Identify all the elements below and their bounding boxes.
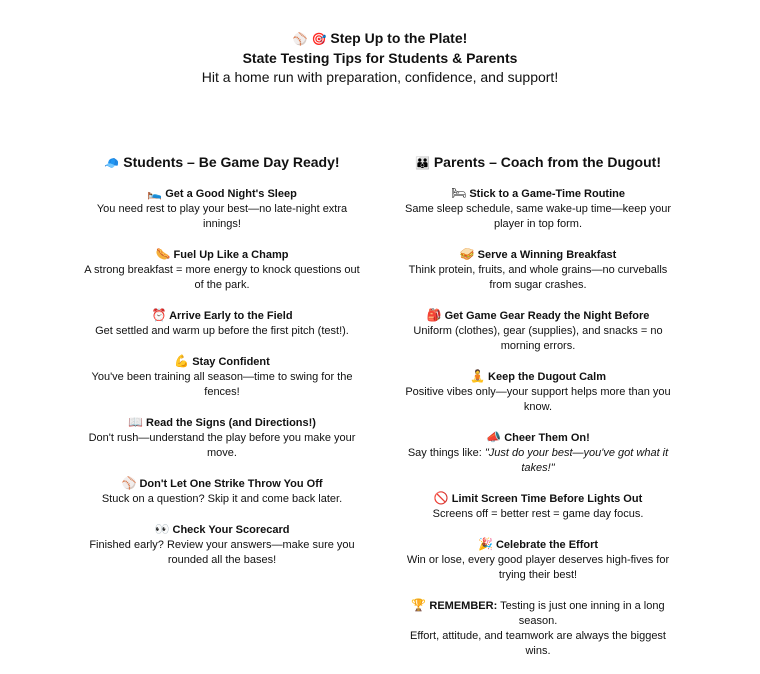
hotdog-icon: 🌭	[155, 247, 171, 261]
tip-body: You need rest to play your best—no late-night extra innings!	[96, 203, 348, 230]
parents-heading-text: Parents – Coach from the Dugout!	[433, 154, 661, 170]
tip-title	[82, 522, 362, 538]
cap-icon: 🧢	[104, 156, 120, 170]
page-title	[0, 29, 760, 48]
tip-title-text: Limit Screen Time Before Lights Out	[451, 493, 643, 505]
tip-body: You've been training all season—time to swing for the fences!	[91, 371, 353, 398]
students-heading	[82, 153, 362, 172]
parent-tip	[398, 247, 678, 293]
no-entry-icon: 🚫	[433, 491, 449, 505]
tip-body-quote: "Just do your best—you've got what it takes!"	[484, 447, 669, 474]
tip-body: Finished early? Review your answers—make sure you rounded all the bases!	[89, 539, 355, 566]
tip-title	[82, 354, 362, 370]
student-tip	[82, 476, 362, 507]
tip-body-prefix: Say things like:	[407, 447, 485, 459]
baseball-icon: ⚾	[121, 476, 137, 490]
target-icon: 🎯	[311, 32, 327, 46]
tip-title-text: Cheer Them On!	[504, 432, 590, 444]
tip-title	[398, 430, 678, 446]
tip-title	[398, 369, 678, 385]
student-tip	[82, 522, 362, 568]
page-header	[0, 29, 760, 86]
remember-note	[398, 598, 678, 659]
tip-body	[398, 446, 678, 476]
page-subtitle: State Testing Tips for Students & Parents	[242, 50, 518, 66]
tip-title-text: Stay Confident	[192, 356, 270, 368]
tip-title-text: Get Game Gear Ready the Night Before	[444, 310, 650, 322]
tip-title	[398, 537, 678, 553]
tip-body: Same sleep schedule, same wake-up time—keep your player in top form.	[405, 203, 671, 230]
bed-icon: 🛌	[147, 186, 163, 200]
parent-tip	[398, 186, 678, 232]
baseball-icon: ⚾	[292, 32, 308, 46]
student-tip	[82, 186, 362, 232]
student-tip	[82, 415, 362, 461]
open-book-icon: 📖	[128, 415, 143, 429]
parent-tip	[398, 537, 678, 583]
tip-title	[82, 476, 362, 492]
remember-text: Testing is just one inning in a long season.	[497, 600, 665, 627]
tip-title-text: Keep the Dugout Calm	[488, 371, 606, 383]
tip-body: Positive vibes only—your support helps more than you know.	[405, 386, 671, 413]
tip-title	[82, 308, 362, 324]
remember-label: REMEMBER:	[429, 600, 498, 612]
bed-icon: 🛏	[451, 186, 467, 200]
tip-title	[398, 186, 678, 202]
parent-tip	[398, 491, 678, 522]
tip-title-text: Check Your Scorecard	[172, 524, 290, 536]
tip-title	[82, 186, 362, 202]
students-heading-text: Students – Be Game Day Ready!	[123, 154, 340, 170]
tip-body: A strong breakfast = more energy to knock questions out of the park.	[84, 264, 360, 291]
parent-tip	[398, 369, 678, 415]
tip-title-text: Read the Signs (and Directions!)	[146, 417, 316, 429]
tip-title	[398, 247, 678, 263]
flexed-bicep-icon: 💪	[174, 354, 190, 368]
parents-column	[398, 153, 678, 674]
page-tagline: Hit a home run with preparation, confidence, and support!	[201, 69, 559, 85]
parents-heading	[398, 153, 678, 172]
family-icon: 👪	[415, 156, 430, 170]
sandwich-icon: 🥪	[459, 247, 475, 261]
tip-body: Stuck on a question? Skip it and come back later.	[101, 493, 343, 505]
tip-title-text: Don't Let One Strike Throw You Off	[139, 478, 323, 490]
remember-line-2: Effort, attitude, and teamwork are always the biggest wins.	[410, 630, 666, 657]
clock-icon: ⏰	[151, 308, 167, 322]
tip-title-text: Celebrate the Effort	[495, 539, 599, 551]
megaphone-icon: 📣	[486, 430, 502, 444]
parent-tip	[398, 430, 678, 476]
tip-body: Don't rush—understand the play before you make your move.	[88, 432, 356, 459]
students-column	[82, 153, 362, 583]
title-text: Step Up to the Plate!	[330, 30, 468, 46]
party-popper-icon: 🎉	[477, 537, 493, 551]
parent-tip	[398, 308, 678, 354]
backpack-icon: 🎒	[426, 308, 442, 322]
tip-body: Get settled and warm up before the first pitch (test!).	[95, 325, 349, 337]
tip-title	[398, 308, 678, 324]
tip-body: Win or lose, every good player deserves high-fives for trying their best!	[406, 554, 670, 581]
tip-title	[82, 415, 362, 431]
trophy-icon: 🏆	[411, 598, 427, 612]
tip-title	[82, 247, 362, 263]
meditation-icon: 🧘	[470, 369, 485, 383]
tip-title-text: Fuel Up Like a Champ	[173, 249, 289, 261]
student-tip	[82, 247, 362, 293]
tip-body: Screens off = better rest = game day focus.	[432, 508, 644, 520]
tip-title-text: Stick to a Game-Time Routine	[469, 188, 625, 200]
student-tip	[82, 308, 362, 339]
tip-title-text: Arrive Early to the Field	[169, 310, 293, 322]
tip-body: Uniform (clothes), gear (supplies), and snacks = no morning errors.	[413, 325, 663, 352]
remember-line	[398, 598, 678, 629]
tip-title-text: Get a Good Night's Sleep	[165, 188, 297, 200]
student-tip	[82, 354, 362, 400]
tip-title	[398, 491, 678, 507]
eyes-icon: 👀	[154, 522, 170, 536]
tip-title-text: Serve a Winning Breakfast	[477, 249, 617, 261]
tip-body: Think protein, fruits, and whole grains—no curveballs from sugar crashes.	[408, 264, 668, 291]
